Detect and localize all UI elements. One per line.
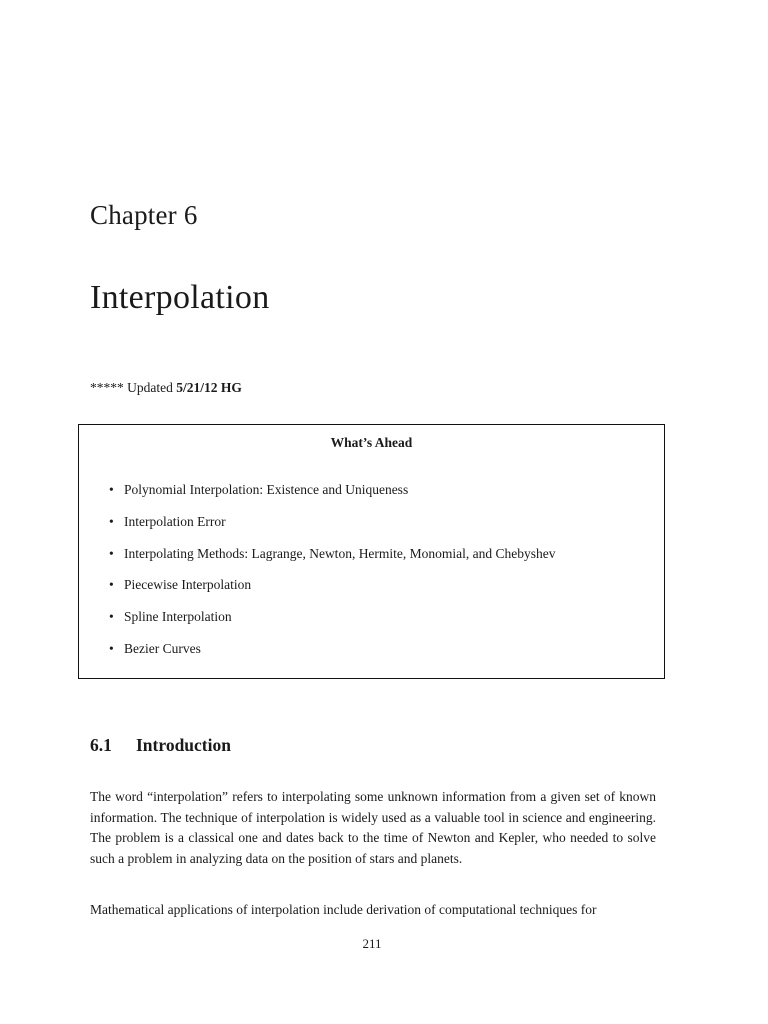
list-item (109, 545, 556, 577)
bullet-icon: • (109, 545, 114, 561)
update-prefix: ***** Updated (90, 380, 177, 395)
body-paragraph: Mathematical applications of interpolation include derivation of computational techniques for (90, 902, 597, 917)
section-heading (90, 735, 231, 756)
bullet-icon: • (109, 482, 114, 497)
list-item-text: Spline Interpolation (124, 609, 232, 625)
whats-ahead-box (78, 424, 665, 679)
bullet-icon: • (109, 640, 114, 656)
bullet-icon: • (109, 609, 114, 625)
list-item (109, 481, 556, 513)
list-item (109, 640, 556, 672)
page-number: 211 (362, 936, 382, 951)
whats-ahead-title: What’s Ahead (330, 435, 413, 450)
chapter-title: Interpolation (90, 279, 270, 316)
list-item-text: Piecewise Interpolation (124, 577, 252, 593)
update-note (90, 380, 242, 396)
bullet-icon: • (109, 513, 114, 529)
body-paragraph: The word “interpolation” refers to interpolating some unknown information from a given set of known information. The technique of interpolation is widely used as a valuable tool in science and engineering. The problem is a classical one and dates back to the time of Newton and Kepler, who needed to solve such a problem in analyzing data on the position of stars and planets. (90, 789, 656, 866)
section-title: Introduction (136, 735, 231, 755)
list-item (109, 608, 556, 640)
list-item-text: Bezier Curves (124, 640, 201, 656)
update-date: 5/21/12 HG (176, 380, 242, 395)
list-item-text: Polynomial Interpolation: Existence and Uniqueness (124, 482, 409, 497)
list-item (109, 576, 556, 608)
whats-ahead-list (109, 481, 556, 672)
list-item (109, 513, 556, 545)
section-number: 6.1 (90, 735, 112, 755)
chapter-label: Chapter 6 (90, 200, 198, 230)
bullet-icon: • (109, 577, 114, 593)
list-item-text: Interpolation Error (124, 513, 226, 529)
list-item-text: Interpolating Methods: Lagrange, Newton, Hermite, Monomial, and Chebyshev (124, 545, 556, 561)
